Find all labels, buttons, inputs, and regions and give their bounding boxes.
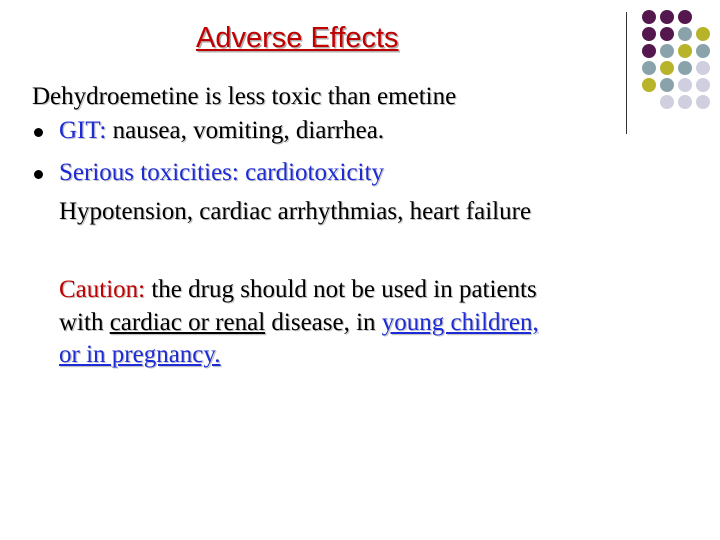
decor-dot: [642, 61, 656, 75]
bullet-text: nausea, vomiting, diarrhea.: [106, 117, 385, 144]
decor-dot: [660, 78, 674, 92]
decor-dot: [678, 10, 692, 24]
decor-dot: [642, 44, 656, 58]
bullet-item-git: [59, 116, 384, 146]
decor-dot: [660, 61, 674, 75]
decor-dot: [678, 44, 692, 58]
caution-label: Caution:: [59, 276, 146, 303]
decor-dot: [678, 78, 692, 92]
decor-dot: [660, 27, 674, 41]
decor-dot: [660, 44, 674, 58]
decor-dot: [696, 44, 710, 58]
divider-line: [626, 12, 627, 134]
bullet-dot: [34, 128, 43, 137]
decor-dot: [696, 78, 710, 92]
decor-dot: [696, 27, 710, 41]
decor-dot: [678, 27, 692, 41]
caution-text: disease, in: [265, 309, 382, 336]
caution-text: the drug should not be used in patients: [145, 276, 537, 303]
caution-emphasis-pregnancy: or in pregnancy.: [59, 341, 221, 368]
intro-line: [32, 82, 456, 112]
caution-line-1: [59, 275, 537, 305]
detail-text: Hypotension, cardiac arrhythmias, heart failure: [59, 198, 532, 225]
caution-line-3: [59, 340, 221, 370]
bullet-item-serious: [59, 158, 384, 188]
bullet-label: Serious toxicities: cardiotoxicity: [59, 159, 384, 186]
decor-dot: [642, 78, 656, 92]
caution-emphasis-young-children: young children,: [381, 309, 539, 336]
bullet-label: GIT:: [59, 117, 107, 144]
decor-dot: [678, 95, 692, 109]
decor-dot: [678, 61, 692, 75]
slide-title: Adverse Effects: [196, 22, 399, 54]
intro-text: Dehydroemetine is less toxic than emetine: [32, 83, 457, 110]
decor-dot: [660, 95, 674, 109]
caution-text: with: [59, 309, 110, 336]
decor-dot: [642, 10, 656, 24]
decor-dot: [696, 95, 710, 109]
decor-dot: [642, 27, 656, 41]
decor-dot: [696, 61, 710, 75]
decor-dot: [660, 10, 674, 24]
caution-emphasis-cardiac-renal: cardiac or renal: [109, 309, 266, 336]
bullet-dot: [34, 170, 43, 179]
caution-line-2: [59, 308, 539, 338]
detail-line: [59, 197, 531, 227]
